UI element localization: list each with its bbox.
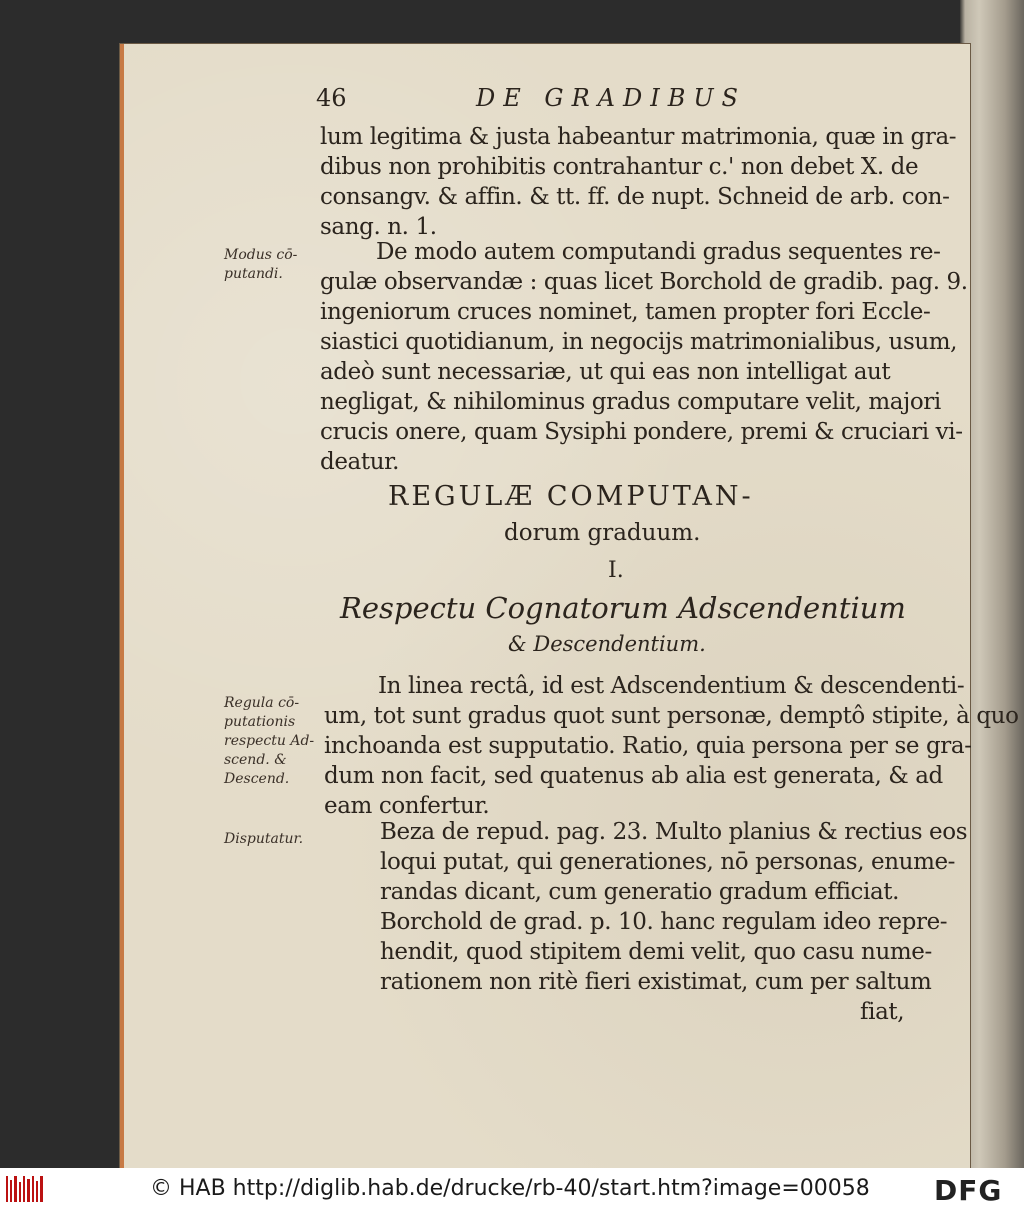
running-title: DE GRADIBUS (476, 84, 746, 112)
page-number: 46 (316, 84, 347, 112)
rule-title-line1: Respectu Cognatorum Adscendentium (340, 591, 906, 625)
text-line: Borchold de grad. p. 10. hanc regulam ideo repre- (380, 909, 948, 935)
text-line: adeò sunt necessariæ, ut qui eas non intelligat aut (320, 359, 891, 385)
catchword: fiat, (860, 999, 905, 1025)
text-line: In linea rectâ, id est Adscendentium & descendenti- (378, 673, 965, 699)
text-line: dum non facit, sed quatenus ab alia est generata, & ad (324, 763, 943, 789)
text-line: Beza de repud. pag. 23. Multo planius & rectius eos (380, 819, 968, 845)
text-line: lum legitima & justa habeantur matrimonia, quæ in gra- (320, 124, 957, 150)
text-line: um, tot sunt gradus quot sunt personæ, demptô stipite, à quo (324, 703, 1019, 729)
dfg-logo: DFG (934, 1174, 1003, 1207)
text-line: hendit, quod stipitem demi velit, quo casu nume- (380, 939, 932, 965)
text-line: eam confertur. (324, 793, 490, 819)
hab-barcode-icon (6, 1174, 46, 1204)
text-line: randas dicant, cum generatio gradum efficiat. (380, 879, 900, 905)
text-line: loqui putat, qui generationes, nō personas, enume- (380, 849, 956, 875)
rule-title-line2: & Descendentium. (508, 632, 706, 656)
margin-note-regula: Regula cō- putationis respectu Ad- scend. & Descend. (224, 695, 315, 787)
text-line: consangv. & affin. & tt. ff. de nupt. Schneid de arb. con- (320, 184, 950, 210)
text-line: gulæ observandæ : quas licet Borchold de gradib. pag. 9. (320, 269, 968, 295)
footer-bar (0, 1168, 1024, 1209)
text-line: sang. n. 1. (320, 214, 437, 240)
section-heading: REGULÆ COMPUTAN- (388, 481, 754, 512)
text-line: siastici quotidianum, in negocijs matrimonialibus, usum, (320, 329, 958, 355)
margin-note-modus: Modus cō- putandi. (224, 247, 298, 282)
margin-note-disputatur: Disputatur. (224, 831, 304, 847)
text-line: inchoanda est supputatio. Ratio, quia persona per se gra- (324, 733, 972, 759)
text-line: negligat, & nihilominus gradus computare velit, majori (320, 389, 941, 415)
text-line: rationem non ritè fieri existimat, cum per saltum (380, 969, 932, 995)
text-line: De modo autem computandi gradus sequentes re- (376, 239, 941, 265)
text-line: dibus non prohibitis contrahantur c.' non debet X. de (320, 154, 919, 180)
text-line: deatur. (320, 449, 400, 475)
text-line: crucis onere, quam Sysiphi pondere, premi & cruciari vi- (320, 419, 963, 445)
copyright-url[interactable]: © HAB http://diglib.hab.de/drucke/rb-40/start.htm?image=00058 (150, 1176, 870, 1201)
rule-number: I. (608, 558, 624, 583)
scanned-page (120, 44, 1019, 1168)
section-subheading: dorum graduum. (504, 520, 701, 546)
text-line: ingeniorum cruces nominet, tamen propter fori Eccle- (320, 299, 931, 325)
